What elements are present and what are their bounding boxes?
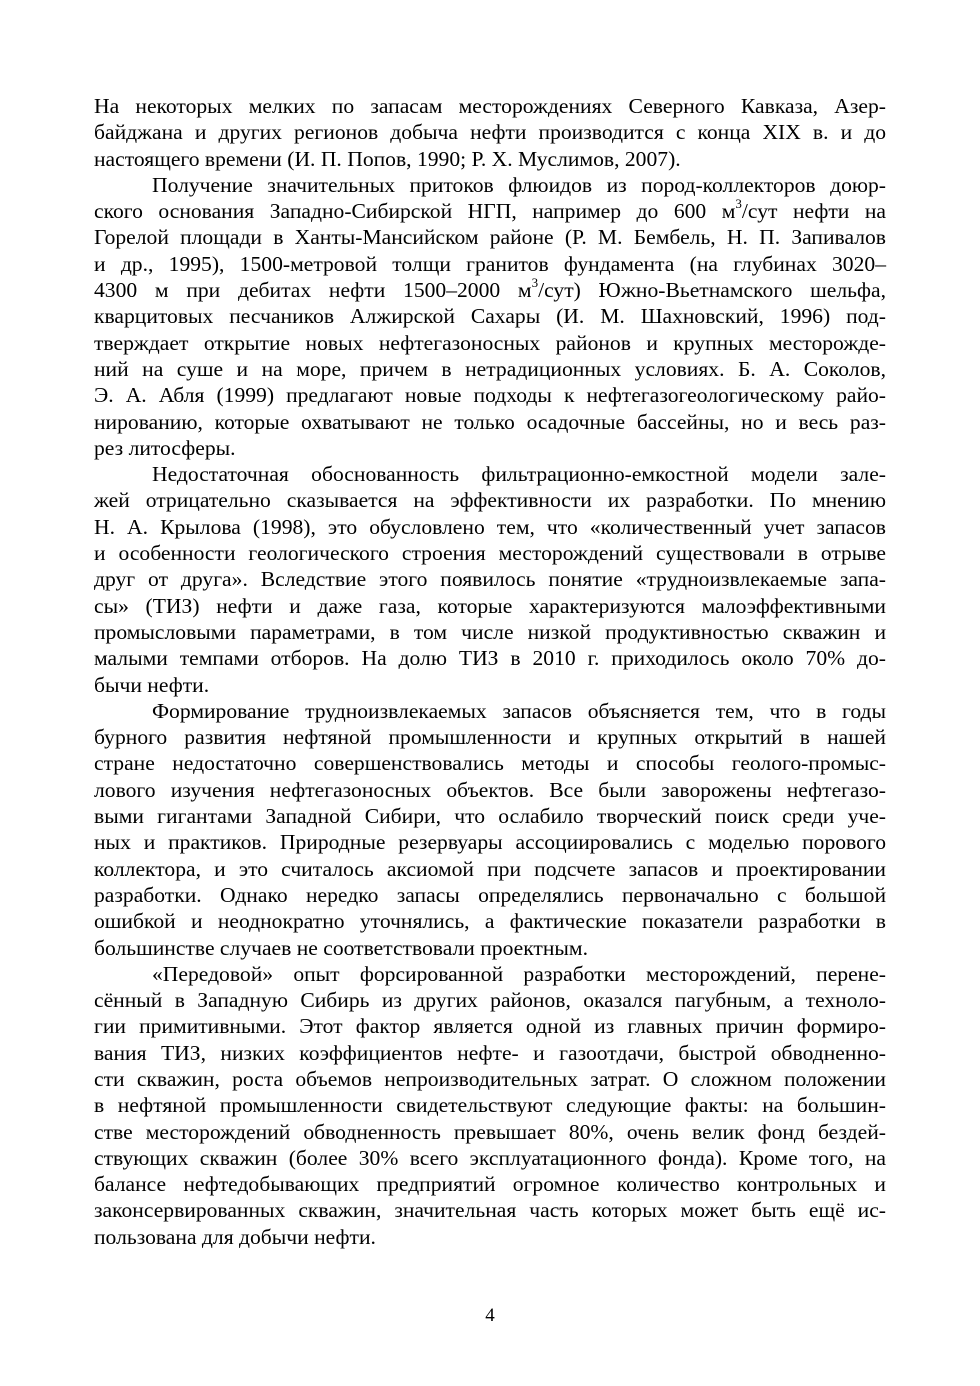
text-line: ошибкой и неоднократно уточнялись, а фактические показатели разработки в <box>94 909 886 934</box>
text-line: Получение значительных притоков флюидов из пород-коллекторов доюр- <box>152 172 886 197</box>
text-line: и особенности геологического строения месторождений существовали в отрыве <box>94 541 886 566</box>
superscript-three: 3 <box>531 274 539 290</box>
text-line: бычи нефти. <box>94 672 210 697</box>
text-line: разработки. Однако нередко запасы определялись первоначально с большой <box>94 882 886 907</box>
text-line: Недостаточная обоснованность фильтрационно-емкостной модели зале- <box>152 462 886 487</box>
text-line: ний на суше и на море, причем в нетрадиционных условиях. Б. А. Соколов, <box>94 356 886 381</box>
text-line: кварцитовых песчаников Алжирской Сахары (И. М. Шахновский, 1996) под- <box>94 304 886 329</box>
text-line: и др., 1995), 1500-метровой толщи гранитов фундамента (на глубинах 3020– <box>94 251 886 276</box>
text-line: ных и практиков. Природные резервуары ассоциировались с моделью порового <box>94 830 886 855</box>
text-line: стране недостаточно совершенствовались методы и способы геолого-промыс- <box>94 751 886 776</box>
body-text <box>94 93 886 1250</box>
text-line: лового изучения нефтегазоносных объектов. Все были заворожены нефтегазо- <box>94 777 886 802</box>
text-line: большинстве случаев не соответствовали проектным. <box>94 935 588 960</box>
text-line: Формирование трудноизвлекаемых запасов объясняется тем, что в годы <box>152 698 886 723</box>
text-line: 4300 м при дебитах нефти 1500–2000 $м^3/сут$) Южно-Вьетнамского шельфа, <box>94 274 886 303</box>
text-line: вания ТИЗ, низких коэффициентов нефте- и газоотдачи, быстрой обводненно- <box>94 1040 886 1065</box>
text-line: На некоторых мелких по запасам месторождениях Северного Кавказа, Азер- <box>94 94 886 118</box>
text-line: промысловыми параметрами, в том числе низкой продуктивностью скважин и <box>94 619 886 644</box>
text-line: выми гигантами Западной Сибири, что ослабило творческий поиск среди уче- <box>94 804 886 829</box>
text-line: жей отрицательно сказывается на эффективности их разработки. По мнению <box>94 488 886 513</box>
text-line: друг от друга». Вследствие этого появилось понятие «трудноизвлекаемые запа- <box>94 567 886 592</box>
paragraph <box>94 93 886 172</box>
text-line: бурного развития нефтяной промышленности и крупных открытий в нашей <box>94 725 886 750</box>
text-line: стве месторождений обводненность превышает 80%, очень велик фонд бездей- <box>94 1119 886 1144</box>
text-line: малыми темпами отборов. На долю ТИЗ в 2010 г. приходилось около 70% до- <box>94 646 886 671</box>
text-line: балансе нефтедобывающих предприятий огромное количество контрольных и <box>94 1172 886 1197</box>
text-line: Э. А. Абля (1999) предлагают новые подходы к нефтегазогеологическому райо- <box>94 383 886 408</box>
text-line: настоящего времени (И. П. Попов, 1990; Р. Х. Муслимов, 2007). <box>94 146 681 171</box>
paragraph <box>94 961 886 1250</box>
text-line: законсервированных скважин, значительная часть которых может быть ещё ис- <box>94 1198 886 1223</box>
text-line: сы» (ТИЗ) нефти и даже газа, которые характеризуются малоэффективными <box>94 593 886 618</box>
page-number: 4 <box>485 1305 495 1326</box>
text-line: сённый в Западную Сибирь из других районов, оказался пагубным, а техноло- <box>94 988 886 1013</box>
text-line: коллектора, и это считалось аксиомой при подсчете запасов и проектировании <box>94 856 886 881</box>
text-line: «Передовой» опыт форсированной разработки месторождений, перене- <box>152 961 886 986</box>
text-line: нированию, которые охватывают не только осадочные бассейны, но и весь раз- <box>94 409 886 434</box>
text-line: рез литосферы. <box>94 435 236 460</box>
text-line: гии примитивными. Этот фактор является одной из главных причин формиро- <box>94 1014 886 1039</box>
text-line: ского основания Западно-Сибирской НГП, например до 600 $м^3$/сут нефти на <box>94 196 887 224</box>
text-line: Н. А. Крылова (1998), это обусловлено тем, что «количественный учет запасов <box>94 514 886 539</box>
text-line: пользована для добычи нефти. <box>94 1224 376 1249</box>
text-line: Горелой площади в Ханты-Мансийском районе (Р. М. Бембель, Н. П. Запивалов <box>94 225 886 250</box>
text-line: байджана и других регионов добыча нефти производится с конца XIX в. и до <box>94 120 886 145</box>
text-line: тверждает открытие новых нефтегазоносных районов и крупных месторожде- <box>94 330 886 355</box>
text-line: сти скважин, роста объемов непроизводительных затрат. О сложном положении <box>94 1066 886 1091</box>
paragraph <box>94 172 886 461</box>
superscript-three: 3 <box>735 196 742 211</box>
document-page <box>94 93 886 1250</box>
text-line: ствующих скважин (более 30% всего эксплуатационного фонда). Кроме того, на <box>94 1145 886 1170</box>
paragraph <box>94 698 886 961</box>
paragraph <box>94 461 886 698</box>
text-line: в нефтяной промышленности свидетельствуют следующие факты: на большин- <box>94 1093 886 1118</box>
